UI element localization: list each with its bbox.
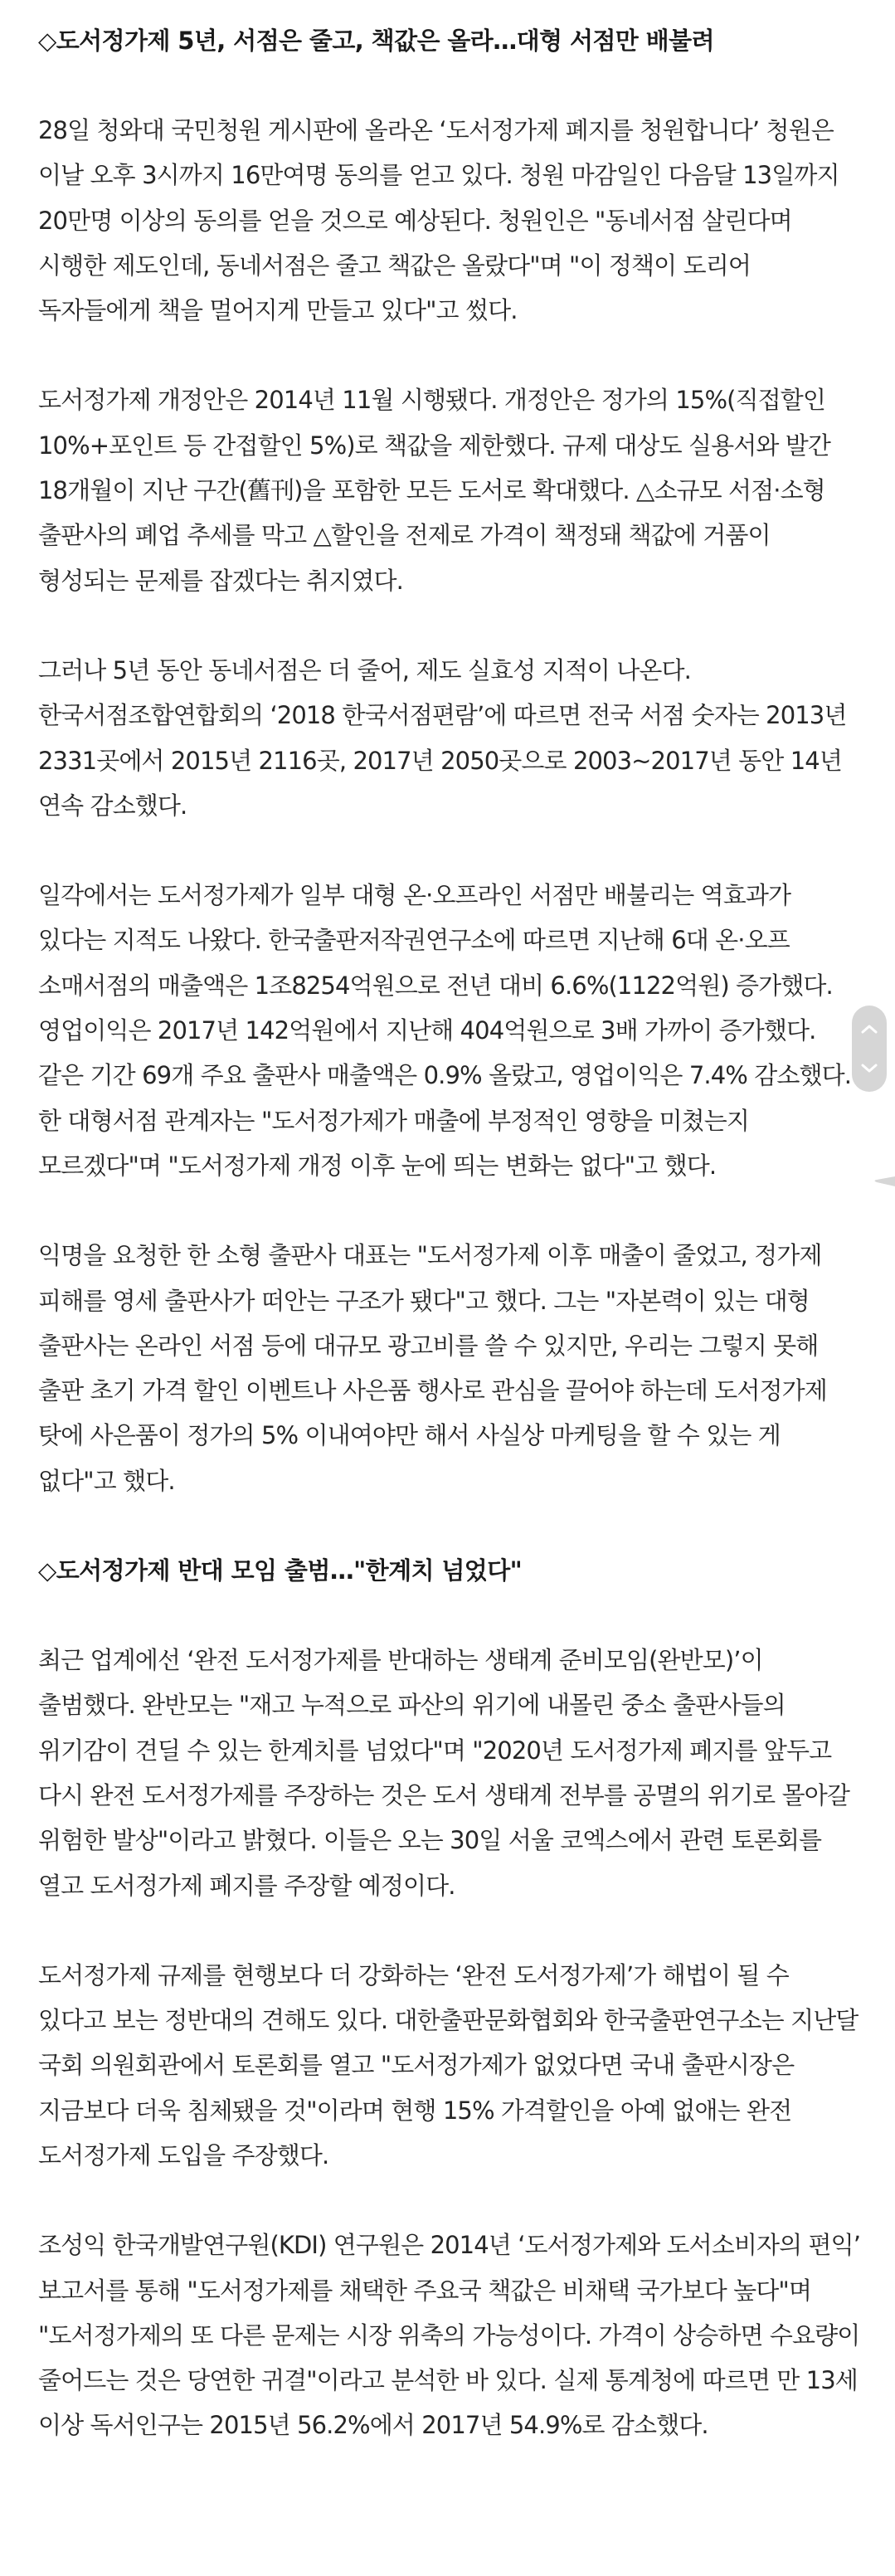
paragraph-2-3: 조성익 한국개발연구원(KDI) 연구원은 2014년 ‘도서정가제와 도서소비자의 편익’ 보고서를 통해 "도서정가제를 채택한 주요국 책값은 비채택 국가보다 높다"며 "도서정가제의 또 다른 문제는 시장 위축의 가능성이다. 가격이 상승하면 수요량이 줄어드는 것은 당연한 귀결"이라고 분석한 바 있다. 실제 통계청에 따르면 만 13세 이상 독서인구는 2015년 56.2%에서 2017년 54.9%로 감소했다. [38, 2231, 861, 2440]
section-2-heading: ◇도서정가제 반대 모임 출범…"한계치 넘었다" [38, 1556, 523, 1585]
paragraph-1-5: 익명을 요청한 한 소형 출판사 대표는 "도서정가제 이후 매출이 줄었고, 정가제 피해를 영세 출판사가 떠안는 구조가 됐다"고 했다. 그는 "자본력이 있는 대형 출판사는 온라인 서점 등에 대규모 광고비를 쓸 수 있지만, 우리는 그렇지 못해 출판 초기 가격 할인 이벤트나 사은품 행사로 관심을 끌어야 하는데 도서정가제 탓에 사은품이 정가의 5% 이내여야만 해서 사실상 마케팅을 할 수 있는 게 없다"고 했다. [38, 1241, 827, 1495]
spacer [38, 1593, 862, 1638]
paragraph-2-1: 최근 업계에선 ‘완전 도서정가제를 반대하는 생태계 준비모임(완반모)’이 출범했다. 완반모는 "재고 누적으로 파산의 위기에 내몰린 중소 출판사들의 위기감이 견딜 수 있는 한계치를 넘었다"며 "2020년 도서정가제 폐지를 앞두고 다시 완전 도서정가제를 주장하는 것은 도서 생태계 전부를 공멸의 위기로 몰아갈 위험한 발상"이라고 밝혔다. 이들은 오는 30일 서울 코엑스에서 관련 토론회를 열고 도서정가제 폐지를 주장할 예정이다. [38, 1646, 849, 1900]
scroll-down-button[interactable] [852, 1052, 887, 1085]
handle-tab-icon [870, 1170, 895, 1193]
scroll-up-button[interactable] [852, 1012, 887, 1045]
spacer [38, 1503, 862, 1548]
side-handle[interactable] [870, 1170, 895, 1193]
spacer [38, 828, 862, 873]
chevron-up-icon [860, 1023, 878, 1035]
section-1-heading: ◇도서정가제 5년, 서점은 줄고, 책값은 올라…대형 서점만 배불려 [38, 27, 714, 55]
paragraph-1-2: 도서정가제 개정안은 2014년 11월 시행됐다. 개정안은 정가의 15%(직접할인 10%+포인트 등 간접할인 5%)로 책값을 제한했다. 규제 대상도 실용서와 발간 18개월이 지난 구간(舊刊)을 포함한 모든 도서로 확대했다. △소규모 서점·소형 출판사의 폐업 추세를 막고 △할인을 전제로 가격이 책정돼 책값에 거품이 형성되는 문제를 잡겠다는 취지였다. [38, 386, 831, 595]
spacer [38, 2178, 862, 2223]
paragraph-2-2: 도서정가제 규제를 현행보다 더 강화하는 ‘완전 도서정가제’가 해법이 될 수 있다고 보는 정반대의 견해도 있다. 대한출판문화협회와 한국출판연구소는 지난달 국회 의원회관에서 토론회를 열고 "도서정가제가 없었다면 국내 출판시장은 지금보다 더욱 침체됐을 것"이라며 현행 15% 가격할인을 아예 없애는 완전 도서정가제 도입을 주장했다. [38, 1960, 859, 2169]
spacer [38, 1188, 862, 1233]
spacer [38, 1908, 862, 1953]
paragraph-1-4: 일각에서는 도서정가제가 일부 대형 온·오프라인 서점만 배불리는 역효과가 있다는 지적도 나왔다. 한국출판저작권연구소에 따르면 지난해 6대 온·오프 소매서점의 매출액은 1조8254억원으로 전년 대비 6.6%(1122억원) 증가했다. 영업이익은 2017년 142억원에서 지난해 404억원으로 3배 가까이 증가했다. 같은 기간 69개 주요 출판사 매출액은 0.9% 올랐고, 영업이익은 7.4% 감소했다. 한 대형서점 관계자는 "도서정가제가 매출에 부정적인 영향을 미쳤는지 모르겠다"며 "도서정가제 개정 이후 눈에 띄는 변화는 없다"고 했다. [38, 881, 852, 1180]
spacer [38, 333, 862, 377]
chevron-down-icon [860, 1063, 878, 1074]
paragraph-1-1: 28일 청와대 국민청원 게시판에 올라온 ‘도서정가제 폐지를 청원합니다’ 청원은 이날 오후 3시까지 16만여명 동의를 얻고 있다. 청원 마감일인 다음달 13일까지 20만명 이상의 동의를 얻을 것으로 예상된다. 청원인은 "동네서점 살린다며 시행한 제도인데, 동네서점은 줄고 책값은 올랐다"며 "이 정책이 도리어 독자들에게 책을 멀어지게 만들고 있다"고 썼다. [38, 116, 839, 325]
scroll-control[interactable] [852, 1006, 887, 1092]
paragraph-1-3: 그러나 5년 동안 동네서점은 더 줄어, 제도 실효성 지적이 나온다. 한국서점조합연합회의 ‘2018 한국서점편람’에 따르면 전국 서점 숫자는 2013년 2331곳에서 2015년 2116곳, 2017년 2050곳으로 2003~2017년 동안 14년 연속 감소했다. [38, 655, 847, 820]
spacer [38, 603, 862, 648]
spacer [38, 63, 862, 108]
